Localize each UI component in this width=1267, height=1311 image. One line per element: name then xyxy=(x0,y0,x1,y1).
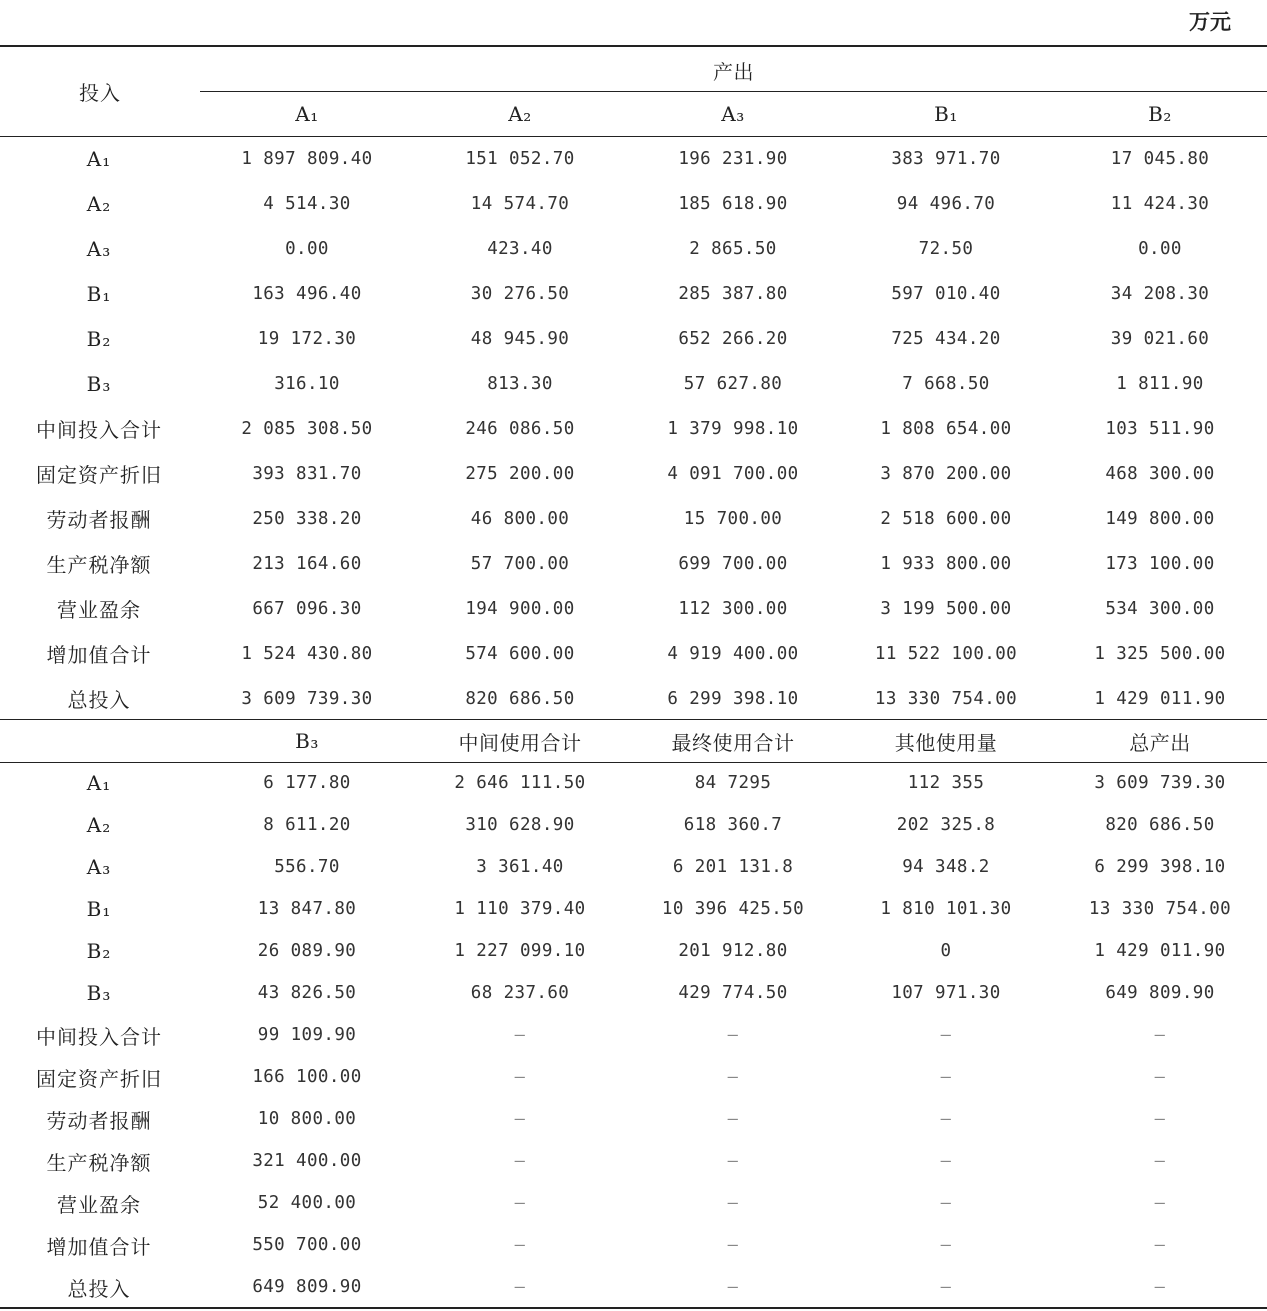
table-cell: — xyxy=(727,1025,739,1045)
output-header-rule xyxy=(200,91,1267,92)
unit-label: 万元 xyxy=(1189,10,1231,34)
table-cell: 166 100.00 xyxy=(252,1067,362,1087)
table-cell: 1 808 654.00 xyxy=(880,418,1012,439)
table-cell: 1 933 800.00 xyxy=(880,553,1012,574)
table-cell: 534 300.00 xyxy=(1105,598,1215,619)
row-label: B₁ xyxy=(86,281,112,306)
table-cell: 185 618.90 xyxy=(678,193,788,214)
table-cell: 149 800.00 xyxy=(1105,508,1215,529)
table-cell: 107 971.30 xyxy=(891,983,1001,1003)
table-cell: 19 172.30 xyxy=(257,328,357,349)
row-label: B₂ xyxy=(86,939,112,963)
table-cell: 429 774.50 xyxy=(678,983,788,1003)
table-cell: — xyxy=(940,1193,952,1213)
row-label: 劳动者报酬 xyxy=(46,1108,152,1133)
table-cell: 2 865.50 xyxy=(689,238,777,259)
table-cell: 6 299 398.10 xyxy=(1094,857,1226,877)
row-label: 生产税净额 xyxy=(46,553,152,577)
table-cell: 2 085 308.50 xyxy=(241,418,373,439)
table-cell: 1 524 430.80 xyxy=(241,643,373,664)
table-cell: 423.40 xyxy=(487,238,553,259)
table-cell: 1 110 379.40 xyxy=(454,899,586,919)
table-cell: 202 325.8 xyxy=(896,815,996,835)
table-cell: — xyxy=(514,1067,526,1087)
table-cell: 725 434.20 xyxy=(891,328,1001,349)
table-cell: 43 826.50 xyxy=(257,983,357,1003)
table-cell: — xyxy=(727,1193,739,1213)
row-label: 固定资产折旧 xyxy=(36,463,162,487)
row-label: B₁ xyxy=(86,897,112,921)
table-cell: 0.00 xyxy=(1138,238,1182,259)
table-cell: — xyxy=(727,1109,739,1129)
table-cell: — xyxy=(514,1193,526,1213)
table-cell: 574 600.00 xyxy=(465,643,575,664)
row-label: A₂ xyxy=(86,191,112,216)
row-label: 营业盈余 xyxy=(57,1192,141,1217)
table-cell: 8 611.20 xyxy=(263,815,351,835)
table-cell: 11 522 100.00 xyxy=(874,643,1018,664)
table-cell: 194 900.00 xyxy=(465,598,575,619)
row-label: A₂ xyxy=(86,813,112,837)
table-cell: 310 628.90 xyxy=(465,815,575,835)
table-cell: 68 237.60 xyxy=(470,983,570,1003)
column-header-top: A₃ xyxy=(721,102,745,126)
table-cell: — xyxy=(727,1235,739,1255)
table-cell: 30 276.50 xyxy=(470,283,570,304)
table-cell: 3 609 739.30 xyxy=(1094,773,1226,793)
table-cell: 72.50 xyxy=(918,238,974,259)
table-cell: 57 700.00 xyxy=(470,553,570,574)
table-cell: 94 348.2 xyxy=(902,857,990,877)
table-cell: — xyxy=(1154,1025,1166,1045)
table-cell: 196 231.90 xyxy=(678,148,788,169)
table-cell: 285 387.80 xyxy=(678,283,788,304)
table-cell: 1 897 809.40 xyxy=(241,148,373,169)
table-cell: 1 810 101.30 xyxy=(880,899,1012,919)
table-cell: — xyxy=(514,1025,526,1045)
table-cell: 1 227 099.10 xyxy=(454,941,586,961)
row-label: 生产税净额 xyxy=(46,1150,152,1175)
row-label: A₃ xyxy=(86,855,112,879)
table-cell: 250 338.20 xyxy=(252,508,362,529)
table-cell: — xyxy=(1154,1235,1166,1255)
row-label: 增加值合计 xyxy=(46,1234,152,1259)
table-cell: 3 199 500.00 xyxy=(880,598,1012,619)
table-cell: 6 201 131.8 xyxy=(672,857,794,877)
row-label: 固定资产折旧 xyxy=(36,1066,162,1091)
table-cell: 393 831.70 xyxy=(252,463,362,484)
table-cell: — xyxy=(514,1235,526,1255)
table-cell: 1 379 998.10 xyxy=(667,418,799,439)
table-cell: — xyxy=(727,1277,739,1297)
table-cell: 13 330 754.00 xyxy=(1088,899,1232,919)
column-header-bottom: 最终使用合计 xyxy=(671,730,795,755)
row-label: 营业盈余 xyxy=(57,598,141,622)
table-cell: 173 100.00 xyxy=(1105,553,1215,574)
table-cell: 10 396 425.50 xyxy=(661,899,805,919)
column-header-top: A₁ xyxy=(295,102,319,126)
table-cell: 13 330 754.00 xyxy=(874,688,1018,709)
table-cell: 57 627.80 xyxy=(683,373,783,394)
column-header-bottom: B₃ xyxy=(295,729,319,753)
row-label: B₃ xyxy=(86,981,112,1005)
table-cell: 11 424.30 xyxy=(1110,193,1210,214)
table-cell: 48 945.90 xyxy=(470,328,570,349)
table-cell: 6 299 398.10 xyxy=(667,688,799,709)
table-cell: 1 429 011.90 xyxy=(1094,688,1226,709)
table-cell: 556.70 xyxy=(274,857,340,877)
row-label: A₁ xyxy=(86,771,112,795)
table-cell: 1 325 500.00 xyxy=(1094,643,1226,664)
table-cell: 383 971.70 xyxy=(891,148,1001,169)
table-cell: 39 021.60 xyxy=(1110,328,1210,349)
column-header-bottom: 其他使用量 xyxy=(894,730,998,755)
row-label: 中间投入合计 xyxy=(36,1024,162,1049)
row-label: 中间投入合计 xyxy=(36,418,162,442)
table-cell: — xyxy=(514,1277,526,1297)
table-cell: 275 200.00 xyxy=(465,463,575,484)
table-cell: 699 700.00 xyxy=(678,553,788,574)
table-cell: 0.00 xyxy=(285,238,329,259)
table-cell: 14 574.70 xyxy=(470,193,570,214)
row-label: A₁ xyxy=(86,146,112,171)
table-cell: 246 086.50 xyxy=(465,418,575,439)
table-cell: — xyxy=(1154,1151,1166,1171)
table-cell: — xyxy=(727,1067,739,1087)
table-cell: 820 686.50 xyxy=(1105,815,1215,835)
table-cell: 103 511.90 xyxy=(1105,418,1215,439)
table-cell: 52 400.00 xyxy=(257,1193,357,1213)
table-cell: 468 300.00 xyxy=(1105,463,1215,484)
table-cell: 3 609 739.30 xyxy=(241,688,373,709)
table-cell: 10 800.00 xyxy=(257,1109,357,1129)
table-cell: — xyxy=(1154,1193,1166,1213)
table-cell: 34 208.30 xyxy=(1110,283,1210,304)
table-cell: 15 700.00 xyxy=(683,508,783,529)
table-cell: 112 355 xyxy=(907,773,985,793)
column-header-top: B₁ xyxy=(934,102,958,126)
table-cell: 321 400.00 xyxy=(252,1151,362,1171)
row-label: B₃ xyxy=(86,371,112,396)
row-label: A₃ xyxy=(86,236,112,261)
row-label: 总投入 xyxy=(67,688,131,712)
table-cell: 94 496.70 xyxy=(896,193,996,214)
table-cell: 13 847.80 xyxy=(257,899,357,919)
table-cell: 46 800.00 xyxy=(470,508,570,529)
table-cell: 820 686.50 xyxy=(465,688,575,709)
table-cell: 550 700.00 xyxy=(252,1235,362,1255)
table-cell: 1 811.90 xyxy=(1116,373,1204,394)
table-cell: — xyxy=(940,1025,952,1045)
column-header-bottom: 总产出 xyxy=(1129,730,1191,755)
table-cell: — xyxy=(940,1067,952,1087)
output-header: 产出 xyxy=(713,59,754,84)
column-header-top: A₂ xyxy=(508,102,532,126)
table-cell: 201 912.80 xyxy=(678,941,788,961)
table-cell: — xyxy=(1154,1067,1166,1087)
table-cell: 84 7295 xyxy=(694,773,772,793)
table-cell: 813.30 xyxy=(487,373,553,394)
table-cell: — xyxy=(1154,1277,1166,1297)
table-cell: 3 870 200.00 xyxy=(880,463,1012,484)
input-header: 投入 xyxy=(79,81,121,105)
table-cell: 597 010.40 xyxy=(891,283,1001,304)
table-cell: 6 177.80 xyxy=(263,773,351,793)
table-cell: 316.10 xyxy=(274,373,340,394)
table-cell: — xyxy=(940,1151,952,1171)
table-cell: — xyxy=(940,1235,952,1255)
table-cell: — xyxy=(514,1151,526,1171)
table-cell: 2 646 111.50 xyxy=(454,773,586,793)
table-cell: — xyxy=(514,1109,526,1129)
table-cell: 7 668.50 xyxy=(902,373,990,394)
row-label: B₂ xyxy=(86,326,112,351)
table-cell: 26 089.90 xyxy=(257,941,357,961)
table-cell: 4 919 400.00 xyxy=(667,643,799,664)
table-cell: 3 361.40 xyxy=(476,857,564,877)
table-cell: 163 496.40 xyxy=(252,283,362,304)
row-label: 劳动者报酬 xyxy=(46,508,152,532)
row-label: 增加值合计 xyxy=(46,643,152,667)
table-cell: 112 300.00 xyxy=(678,598,788,619)
table-cell: 649 809.90 xyxy=(1105,983,1215,1003)
table-cell: 213 164.60 xyxy=(252,553,362,574)
table-cell: — xyxy=(940,1109,952,1129)
row-label: 总投入 xyxy=(67,1276,131,1301)
table-cell: 618 360.7 xyxy=(683,815,783,835)
table-cell: 1 429 011.90 xyxy=(1094,941,1226,961)
column-header-top: B₂ xyxy=(1148,102,1172,126)
column-header-bottom: 中间使用合计 xyxy=(458,730,582,755)
table-cell: 0 xyxy=(940,941,952,961)
table-cell: 4 514.30 xyxy=(263,193,351,214)
table-cell: — xyxy=(1154,1109,1166,1129)
table-cell: — xyxy=(727,1151,739,1171)
table-cell: 4 091 700.00 xyxy=(667,463,799,484)
table-cell: 652 266.20 xyxy=(678,328,788,349)
table-cell: 649 809.90 xyxy=(252,1277,362,1297)
table-cell: 99 109.90 xyxy=(257,1025,357,1045)
table-cell: 667 096.30 xyxy=(252,598,362,619)
table-cell: — xyxy=(940,1277,952,1297)
table-cell: 2 518 600.00 xyxy=(880,508,1012,529)
table-cell: 151 052.70 xyxy=(465,148,575,169)
table-cell: 17 045.80 xyxy=(1110,148,1210,169)
